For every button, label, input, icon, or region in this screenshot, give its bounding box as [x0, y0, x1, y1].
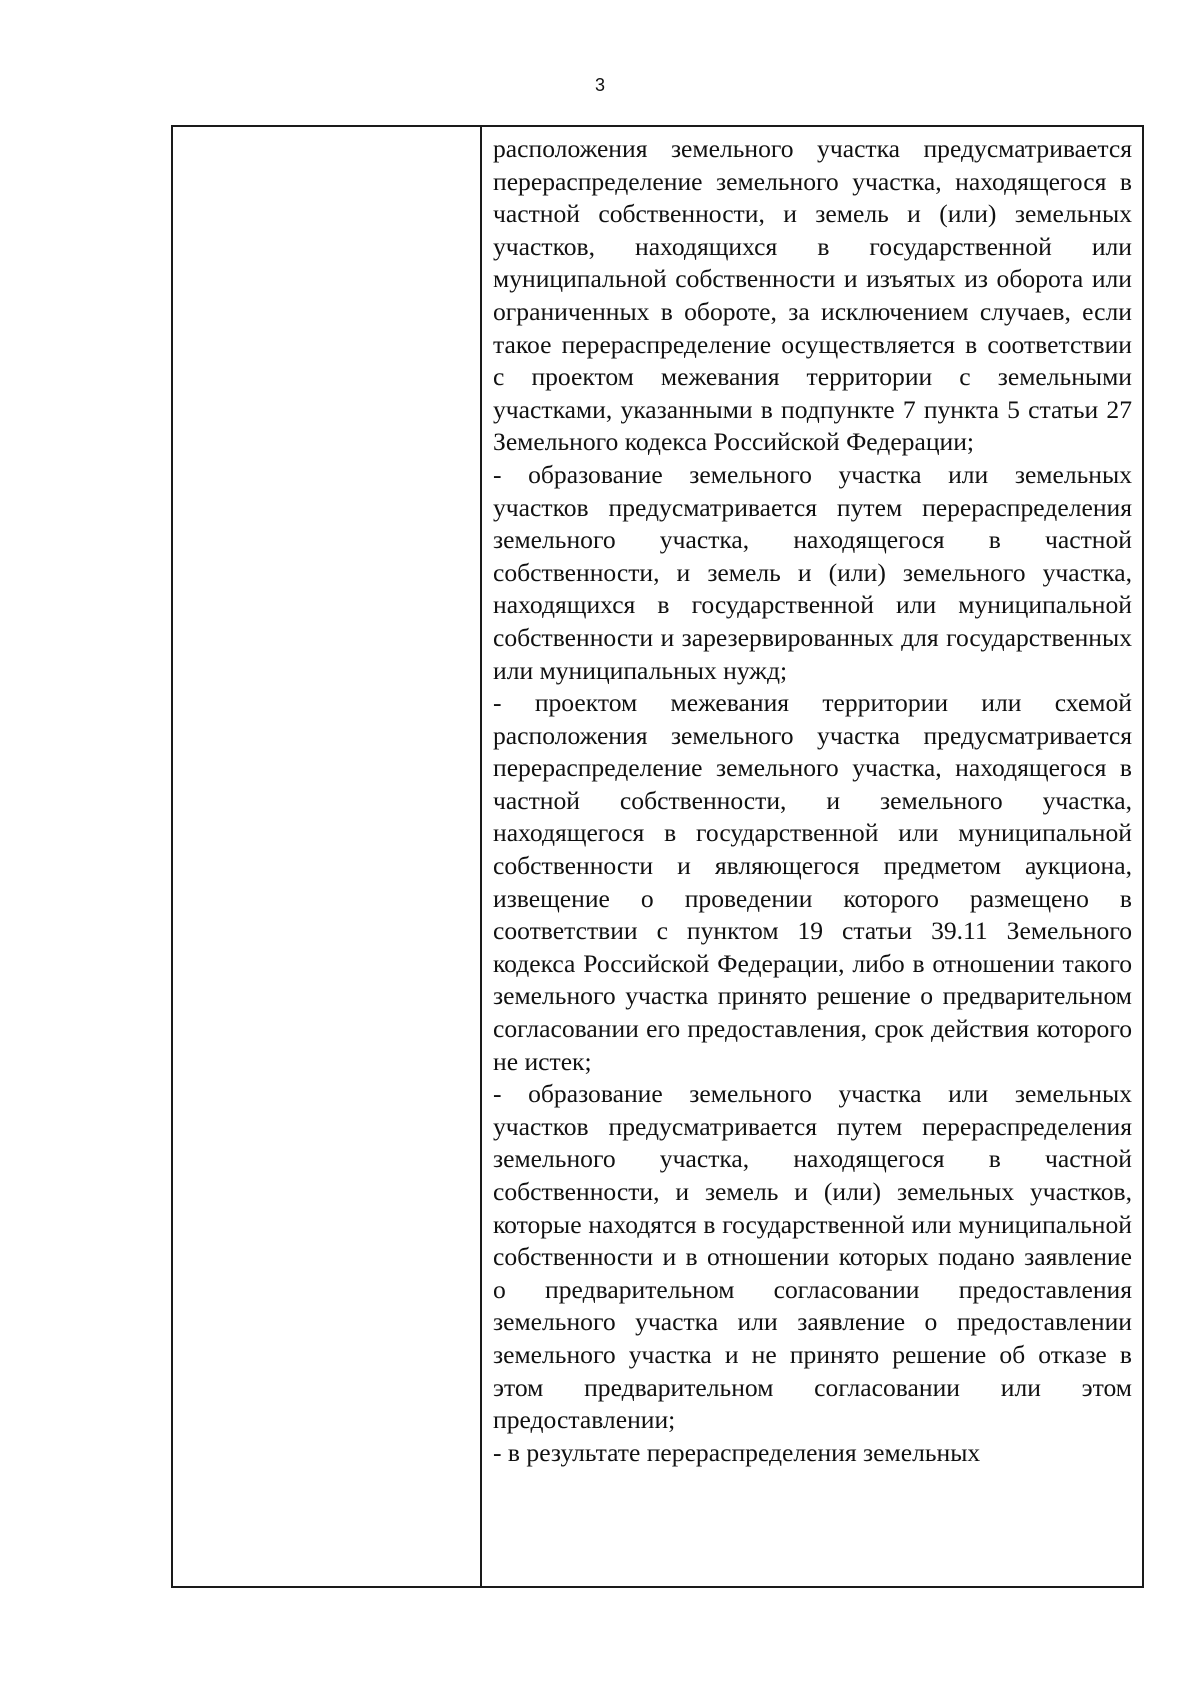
table-cell-left: [173, 127, 482, 1586]
page-number: 3: [594, 75, 605, 95]
paragraph: - образование земельного участка или земельных участков предусматривается путем перераспределения земельного участка, находящегося в частной собственности, и земель и (или) земельного участка, находящихся в государственной или муниципальной собственности и зарезервированных для государственных или муниципальных нужд;: [493, 459, 1132, 685]
document-table: [171, 125, 1144, 1588]
table-cell-right: [482, 127, 1142, 1586]
paragraph: расположения земельного участка предусматривается перераспределение земельного участка, находящегося в частной собственности, и земель и (или) земельных участков, находящихся в государственной или муниципальной собственности и изъятых из оборота или ограниченных в обороте, за исключением случаев, если такое перераспределение осуществляется в соответствии с проектом межевания территории с земельными участками, указанными в подпункте 7 пункта 5 статьи 27 Земельного кодекса Российской Федерации;: [493, 134, 1132, 457]
paragraph: - образование земельного участка или земельных участков предусматривается путем перераспределения земельного участка, находящегося в частной собственности, и земель и (или) земельных участков, которые находятся в государственной или муниципальной собственности и в отношении которых подано заявление о предварительном согласовании предоставления земельного участка или заявление о предоставлении земельного участка и не принято решение об отказе в этом предварительном согласовании или этом предоставлении;: [493, 1079, 1132, 1435]
paragraph: - проектом межевания территории или схемой расположения земельного участка предусматривается перераспределение земельного участка, находящегося в частной собственности, и земельного участка, находящегося в государственной или муниципальной собственности и являющегося предметом аукциона, извещение о проведении которого размещено в соответствии с пунктом 19 статьи 39.11 Земельного кодекса Российской Федерации, либо в отношении такого земельного участка принято решение о предварительном согласовании его предоставления, срок действия которого не истек;: [493, 688, 1132, 1076]
paragraph: - в результате перераспределения земельных: [493, 1437, 981, 1467]
